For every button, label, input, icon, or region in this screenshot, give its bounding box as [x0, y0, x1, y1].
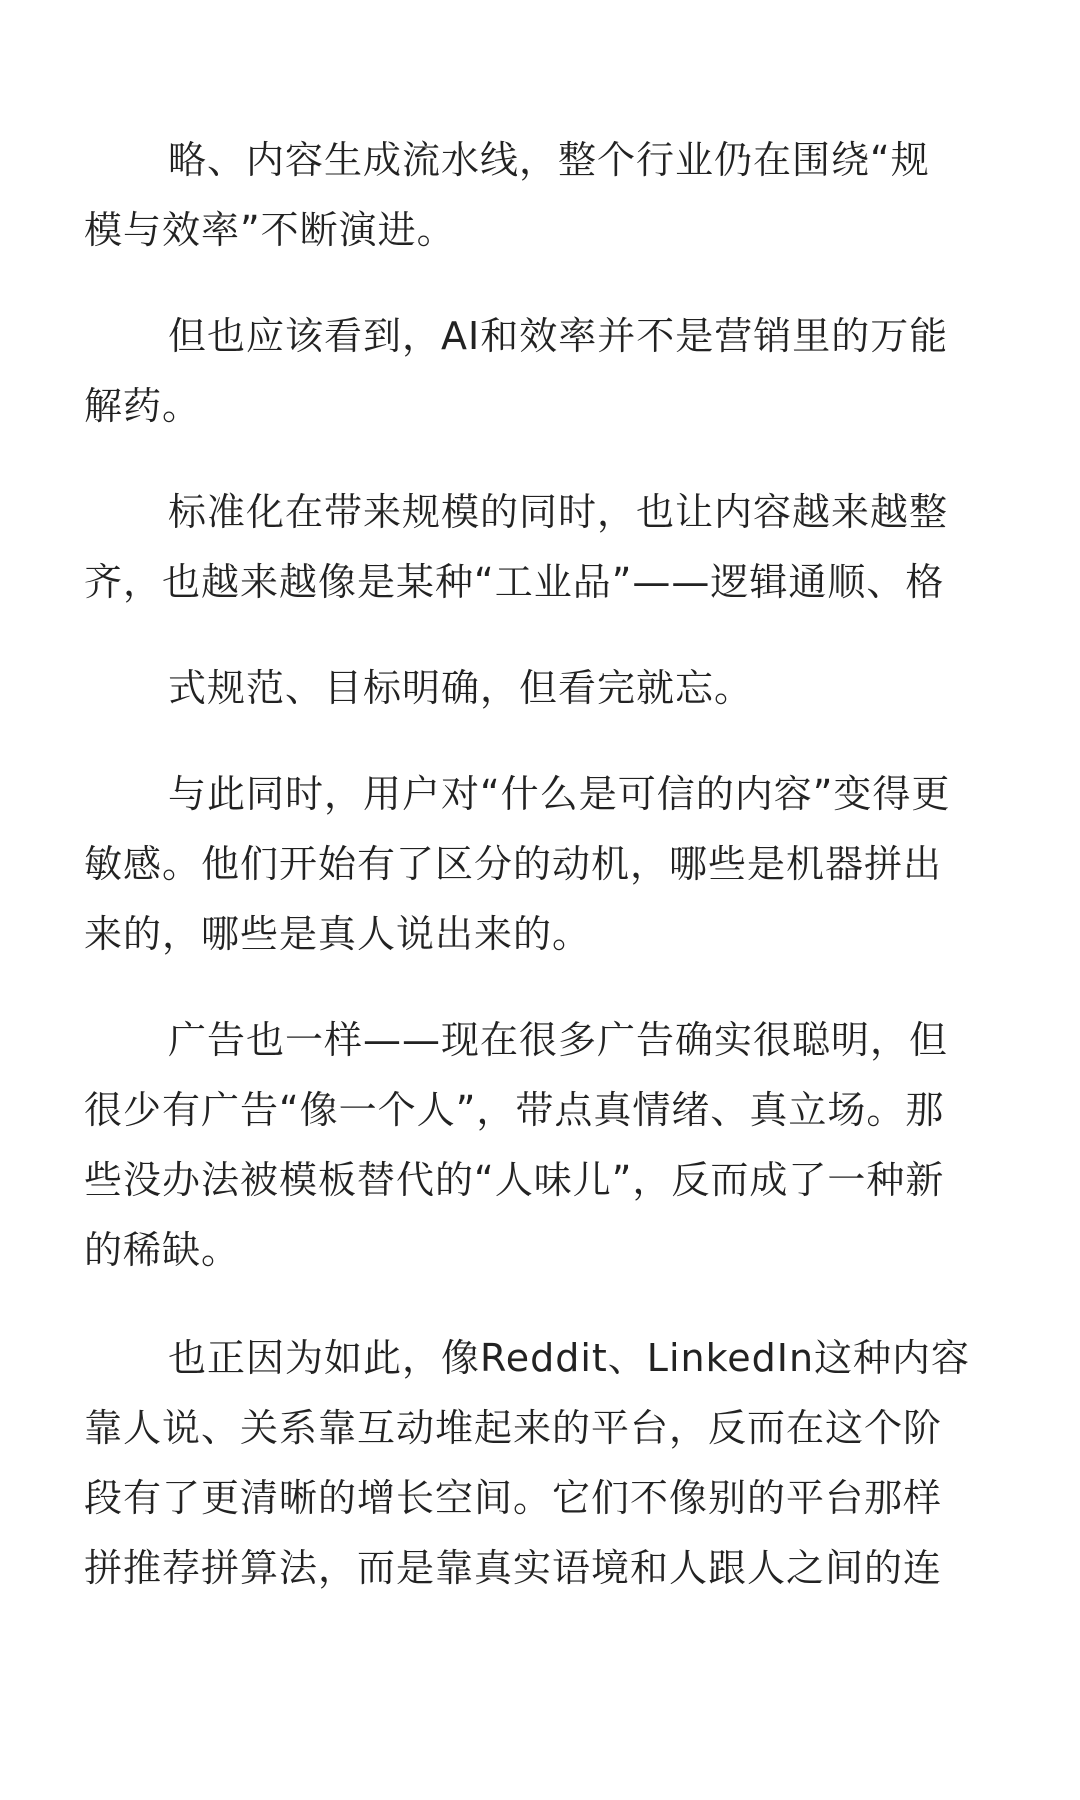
paragraph-line: 模与效率”不断演进。: [84, 208, 456, 252]
paragraph-line: 但也应该看到，AI和效率并不是营销里的万能: [168, 314, 949, 358]
paragraph-line: 广告也一样——现在很多广告确实很聪明，但: [168, 1018, 949, 1062]
paragraph-line: 与此同时，用户对“什么是可信的内容”变得更: [168, 772, 951, 816]
paragraph-line: 略、内容生成流水线，整个行业仍在围绕“规: [168, 138, 930, 182]
paragraph-line: 些没办法被模板替代的“人味儿”，反而成了一种新: [84, 1158, 945, 1202]
paragraph-line: 拼推荐拼算法，而是靠真实语境和人跟人之间的连: [84, 1546, 943, 1590]
paragraph-line: 标准化在带来规模的同时，也让内容越来越整: [168, 490, 949, 534]
paragraph-line: 也正因为如此，像Reddit、LinkedIn这种内容: [168, 1336, 971, 1380]
paragraph-line: 段有了更清晰的增长空间。它们不像别的平台那样: [84, 1476, 943, 1520]
paragraph-line: 敏感。他们开始有了区分的动机，哪些是机器拼出: [84, 842, 943, 886]
paragraph-line: 齐，也越来越像是某种“工业品”——逻辑通顺、格: [84, 560, 945, 604]
paragraph-line: 很少有广告“像一个人”，带点真情绪、真立场。那: [84, 1088, 945, 1132]
paragraph-line: 的稀缺。: [84, 1228, 241, 1272]
paragraph-line: 式规范、目标明确，但看完就忘。: [168, 666, 754, 710]
paragraph-line: 来的，哪些是真人说出来的。: [84, 912, 592, 956]
paragraph-line: 解药。: [84, 384, 202, 428]
paragraph-line: 靠人说、关系靠互动堆起来的平台，反而在这个阶: [84, 1406, 943, 1450]
